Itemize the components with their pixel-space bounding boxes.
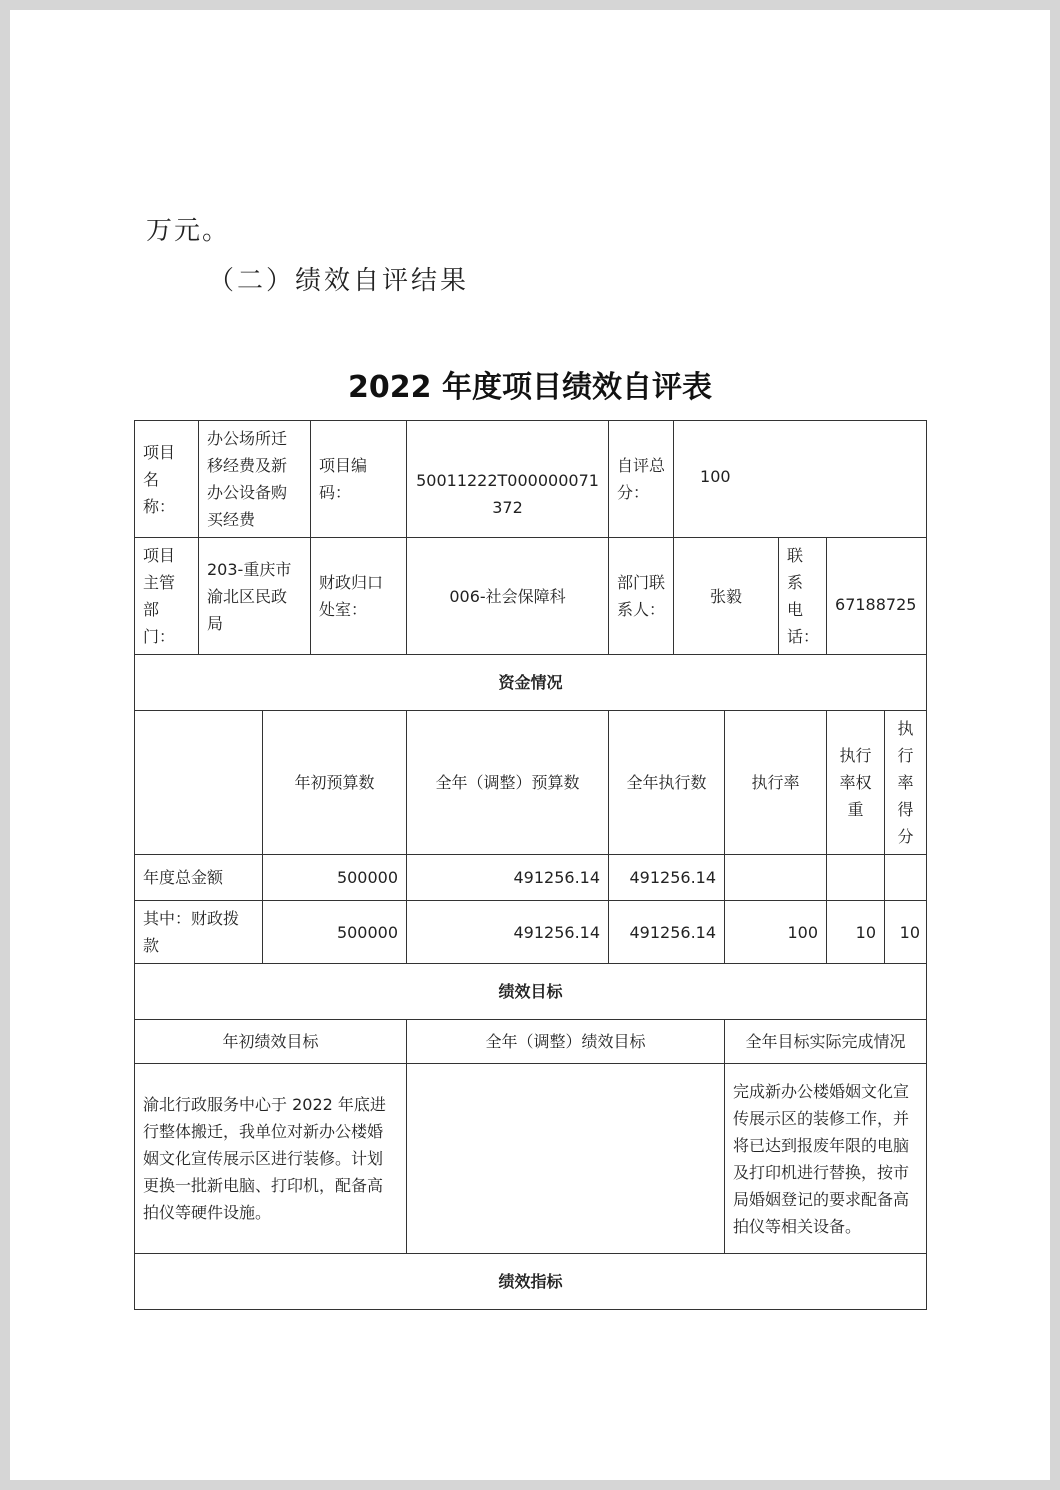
text-line: 万元。: [146, 216, 231, 246]
dept-label: 项目主管部门：: [135, 538, 199, 655]
indicators-section-title: 绩效指标: [135, 1254, 927, 1310]
project-code-value: 50011222T000000071372: [407, 421, 609, 538]
office-value: 006-社会保障科: [407, 538, 609, 655]
info-row-2: [135, 538, 927, 655]
phone-label: 联系电话：: [779, 538, 827, 655]
info-row-1: [135, 421, 927, 538]
table-title: 2022 年度项目绩效自评表: [348, 370, 712, 405]
project-name-value: 办公场所迁移经费及新办公设备购买经费: [199, 421, 311, 538]
goals-actual-text: 完成新办公楼婚姻文化宣传展示区的装修工作，并将已达到报废年限的电脑及打印机进行替换，按市局婚姻登记的要求配备高拍仪等相关设备。: [725, 1064, 927, 1254]
goals-header-adjusted: 全年（调整）绩效目标: [407, 1020, 725, 1064]
funds-row-label: 其中：财政拨款: [135, 901, 263, 964]
funds-initial: 500000: [263, 901, 407, 964]
funds-score: [885, 855, 927, 901]
funds-executed: 491256.14: [609, 855, 725, 901]
score-label: 自评总分：: [609, 421, 674, 538]
goals-header-row: [135, 1020, 927, 1064]
funds-header-blank: [135, 711, 263, 855]
funds-row-fiscal: [135, 901, 927, 964]
contact-label: 部门联系人：: [609, 538, 674, 655]
funds-header-weight: 执行率权重: [827, 711, 885, 855]
goals-section-title: 绩效目标: [135, 964, 927, 1020]
funds-row-label: 年度总金额: [135, 855, 263, 901]
goals-initial-text: 渝北行政服务中心于 2022 年底进行整体搬迁，我单位对新办公楼婚姻文化宣传展示区进行装修。计划更换一批新电脑、打印机，配备高拍仪等硬件设施。: [135, 1064, 407, 1254]
contact-value: 张毅: [674, 538, 779, 655]
goals-header-actual: 全年目标实际完成情况: [725, 1020, 927, 1064]
score-value: 100: [674, 421, 927, 538]
funds-section-title: 资金情况: [135, 655, 927, 711]
funds-header-executed: 全年执行数: [609, 711, 725, 855]
funds-header-rate: 执行率: [725, 711, 827, 855]
dept-value: 203-重庆市渝北区民政局: [199, 538, 311, 655]
evaluation-table: [134, 420, 927, 1310]
goals-adjusted-text: [407, 1064, 725, 1254]
funds-adjusted: 491256.14: [407, 855, 609, 901]
funds-header-row: [135, 711, 927, 855]
funds-section-row: [135, 655, 927, 711]
document-page: [10, 10, 1050, 1480]
funds-rate: 100: [725, 901, 827, 964]
section-heading: （二）绩效自评结果: [208, 266, 470, 296]
project-name-label: 项目名称：: [135, 421, 199, 538]
funds-executed: 491256.14: [609, 901, 725, 964]
funds-header-adjusted: 全年（调整）预算数: [407, 711, 609, 855]
goals-section-row: [135, 964, 927, 1020]
indicators-section-row: [135, 1254, 927, 1310]
funds-rate: [725, 855, 827, 901]
phone-value: 67188725: [827, 538, 927, 655]
funds-weight: 10: [827, 901, 885, 964]
project-code-label: 项目编码：: [311, 421, 407, 538]
goals-content-row: [135, 1064, 927, 1254]
office-label: 财政归口处室：: [311, 538, 407, 655]
funds-header-initial: 年初预算数: [263, 711, 407, 855]
funds-initial: 500000: [263, 855, 407, 901]
funds-weight: [827, 855, 885, 901]
funds-adjusted: 491256.14: [407, 901, 609, 964]
funds-row-total: [135, 855, 927, 901]
goals-header-initial: 年初绩效目标: [135, 1020, 407, 1064]
funds-header-score: 执行率得分: [885, 711, 927, 855]
funds-score: 10: [885, 901, 927, 964]
